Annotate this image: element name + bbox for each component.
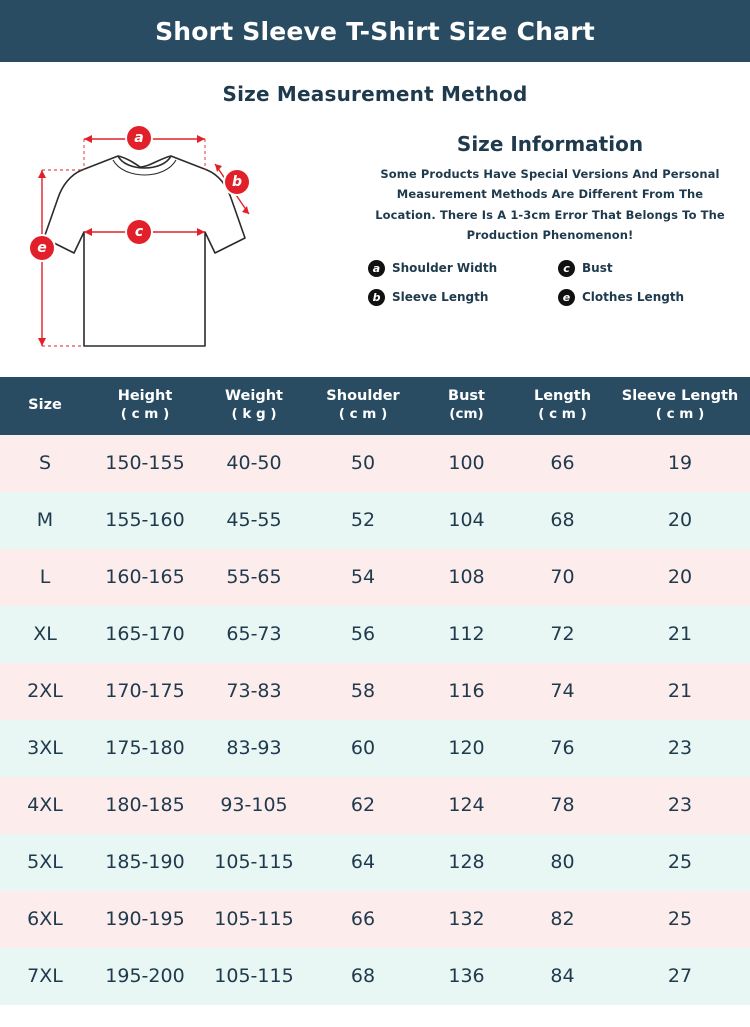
column-header-length-unit: ( c m ) [538,405,587,422]
cell-sleeve: 23 [610,720,750,777]
cell-length: 84 [515,948,610,1005]
legend-item-sleeve-length [368,289,558,306]
cell-size: 7XL [0,948,90,1005]
column-header-weight [200,377,308,435]
table-row [0,777,750,834]
column-header-shoulder-unit: ( c m ) [338,405,388,422]
cell-weight: 105-115 [200,948,308,1005]
page-title: Short Sleeve T-Shirt Size Chart [155,16,595,46]
table-row [0,492,750,549]
cell-size: 6XL [0,891,90,948]
cell-length: 66 [515,435,610,492]
cell-bust: 136 [418,948,515,1005]
cell-height: 155-160 [90,492,200,549]
legend-label-sleeve-length: Sleeve Length [392,290,489,305]
cell-weight: 83-93 [200,720,308,777]
cell-size: S [0,435,90,492]
cell-length: 78 [515,777,610,834]
measurement-body [0,106,750,344]
cell-size: 3XL [0,720,90,777]
cell-sleeve: 20 [610,492,750,549]
cell-height: 180-185 [90,777,200,834]
cell-size: 5XL [0,834,90,891]
marker-shoulder-width-icon: a [127,126,151,150]
cell-length: 80 [515,834,610,891]
column-header-sleeve-length-name: Sleeve Length [621,388,739,404]
cell-bust: 120 [418,720,515,777]
size-information-title: Size Information [456,132,644,156]
cell-weight: 73-83 [200,663,308,720]
cell-bust: 124 [418,777,515,834]
cell-sleeve: 25 [610,891,750,948]
column-header-sleeve-length [610,377,750,435]
column-header-bust-name: Bust [448,388,485,404]
column-header-bust [418,377,515,435]
column-header-height [90,377,200,435]
cell-weight: 65-73 [200,606,308,663]
cell-size: XL [0,606,90,663]
cell-sleeve: 21 [610,663,750,720]
cell-sleeve: 20 [610,549,750,606]
marker-sleeve-length-icon: b [225,170,249,194]
cell-bust: 108 [418,549,515,606]
table-row [0,834,750,891]
cell-shoulder: 60 [308,720,418,777]
marker-bust-icon: c [127,220,151,244]
size-table-body [0,435,750,1005]
cell-shoulder: 68 [308,948,418,1005]
cell-weight: 45-55 [200,492,308,549]
cell-height: 165-170 [90,606,200,663]
cell-size: M [0,492,90,549]
cell-height: 195-200 [90,948,200,1005]
legend-label-bust: Bust [582,261,613,276]
cell-shoulder: 54 [308,549,418,606]
cell-bust: 100 [418,435,515,492]
cell-length: 72 [515,606,610,663]
column-header-shoulder-name: Shoulder [326,388,400,404]
cell-shoulder: 56 [308,606,418,663]
marker-clothes-length-icon: e [30,236,54,260]
cell-sleeve: 25 [610,834,750,891]
legend-label-clothes-length: Clothes Length [582,290,685,305]
tshirt-diagram [0,114,360,349]
table-row [0,663,750,720]
cell-height: 175-180 [90,720,200,777]
cell-sleeve: 21 [610,606,750,663]
page-header [0,0,750,62]
table-row [0,948,750,1005]
legend-label-shoulder-width: Shoulder Width [392,261,498,276]
legend-item-bust [558,260,748,277]
column-header-length [515,377,610,435]
cell-shoulder: 50 [308,435,418,492]
cell-size: L [0,549,90,606]
column-header-shoulder [308,377,418,435]
table-row [0,606,750,663]
cell-height: 160-165 [90,549,200,606]
cell-weight: 105-115 [200,834,308,891]
table-row [0,720,750,777]
column-header-size-name: Size [28,396,62,413]
cell-shoulder: 62 [308,777,418,834]
legend-badge-a-icon: a [368,260,385,277]
cell-length: 74 [515,663,610,720]
column-header-weight-unit: ( k g ) [231,405,277,422]
size-table-wrap [0,377,750,1005]
cell-bust: 112 [418,606,515,663]
table-header-row [0,377,750,435]
column-header-length-name: Length [533,388,592,404]
cell-shoulder: 64 [308,834,418,891]
cell-length: 76 [515,720,610,777]
cell-height: 150-155 [90,435,200,492]
cell-height: 190-195 [90,891,200,948]
measurement-method-title: Size Measurement Method [222,82,528,106]
cell-weight: 105-115 [200,891,308,948]
column-header-sleeve-length-unit: ( c m ) [655,405,705,422]
legend-list [360,260,740,306]
cell-shoulder: 58 [308,663,418,720]
table-row [0,435,750,492]
legend-badge-c-icon: c [558,260,575,277]
cell-shoulder: 66 [308,891,418,948]
tshirt-diagram-pane [0,114,360,344]
cell-bust: 128 [418,834,515,891]
cell-weight: 55-65 [200,549,308,606]
size-table-head [0,377,750,435]
legend-badge-b-icon: b [368,289,385,306]
table-row [0,549,750,606]
size-information-text: Some Products Have Special Versions And Personal Measurement Methods Are Different From The Location. There Is A 1-3cm Error That Belongs To The Production Phenomenon! [375,167,725,243]
tshirt-icon [0,114,360,349]
cell-bust: 104 [418,492,515,549]
legend-item-shoulder-width [368,260,558,277]
size-table [0,377,750,1005]
size-information-pane [360,114,740,344]
cell-sleeve: 23 [610,777,750,834]
legend-badge-e-icon: e [558,289,575,306]
column-header-size [0,377,90,435]
cell-sleeve: 27 [610,948,750,1005]
cell-length: 68 [515,492,610,549]
cell-shoulder: 52 [308,492,418,549]
cell-length: 70 [515,549,610,606]
cell-bust: 116 [418,663,515,720]
column-header-height-unit: ( c m ) [120,405,170,422]
cell-weight: 93-105 [200,777,308,834]
column-header-height-name: Height [117,388,173,404]
cell-sleeve: 19 [610,435,750,492]
cell-weight: 40-50 [200,435,308,492]
cell-size: 2XL [0,663,90,720]
table-row [0,891,750,948]
cell-height: 185-190 [90,834,200,891]
column-header-bust-unit: (cm) [449,405,484,422]
legend-item-clothes-length [558,289,748,306]
cell-length: 82 [515,891,610,948]
cell-height: 170-175 [90,663,200,720]
cell-size: 4XL [0,777,90,834]
column-header-weight-name: Weight [225,388,283,404]
measurement-section [0,62,750,377]
cell-bust: 132 [418,891,515,948]
